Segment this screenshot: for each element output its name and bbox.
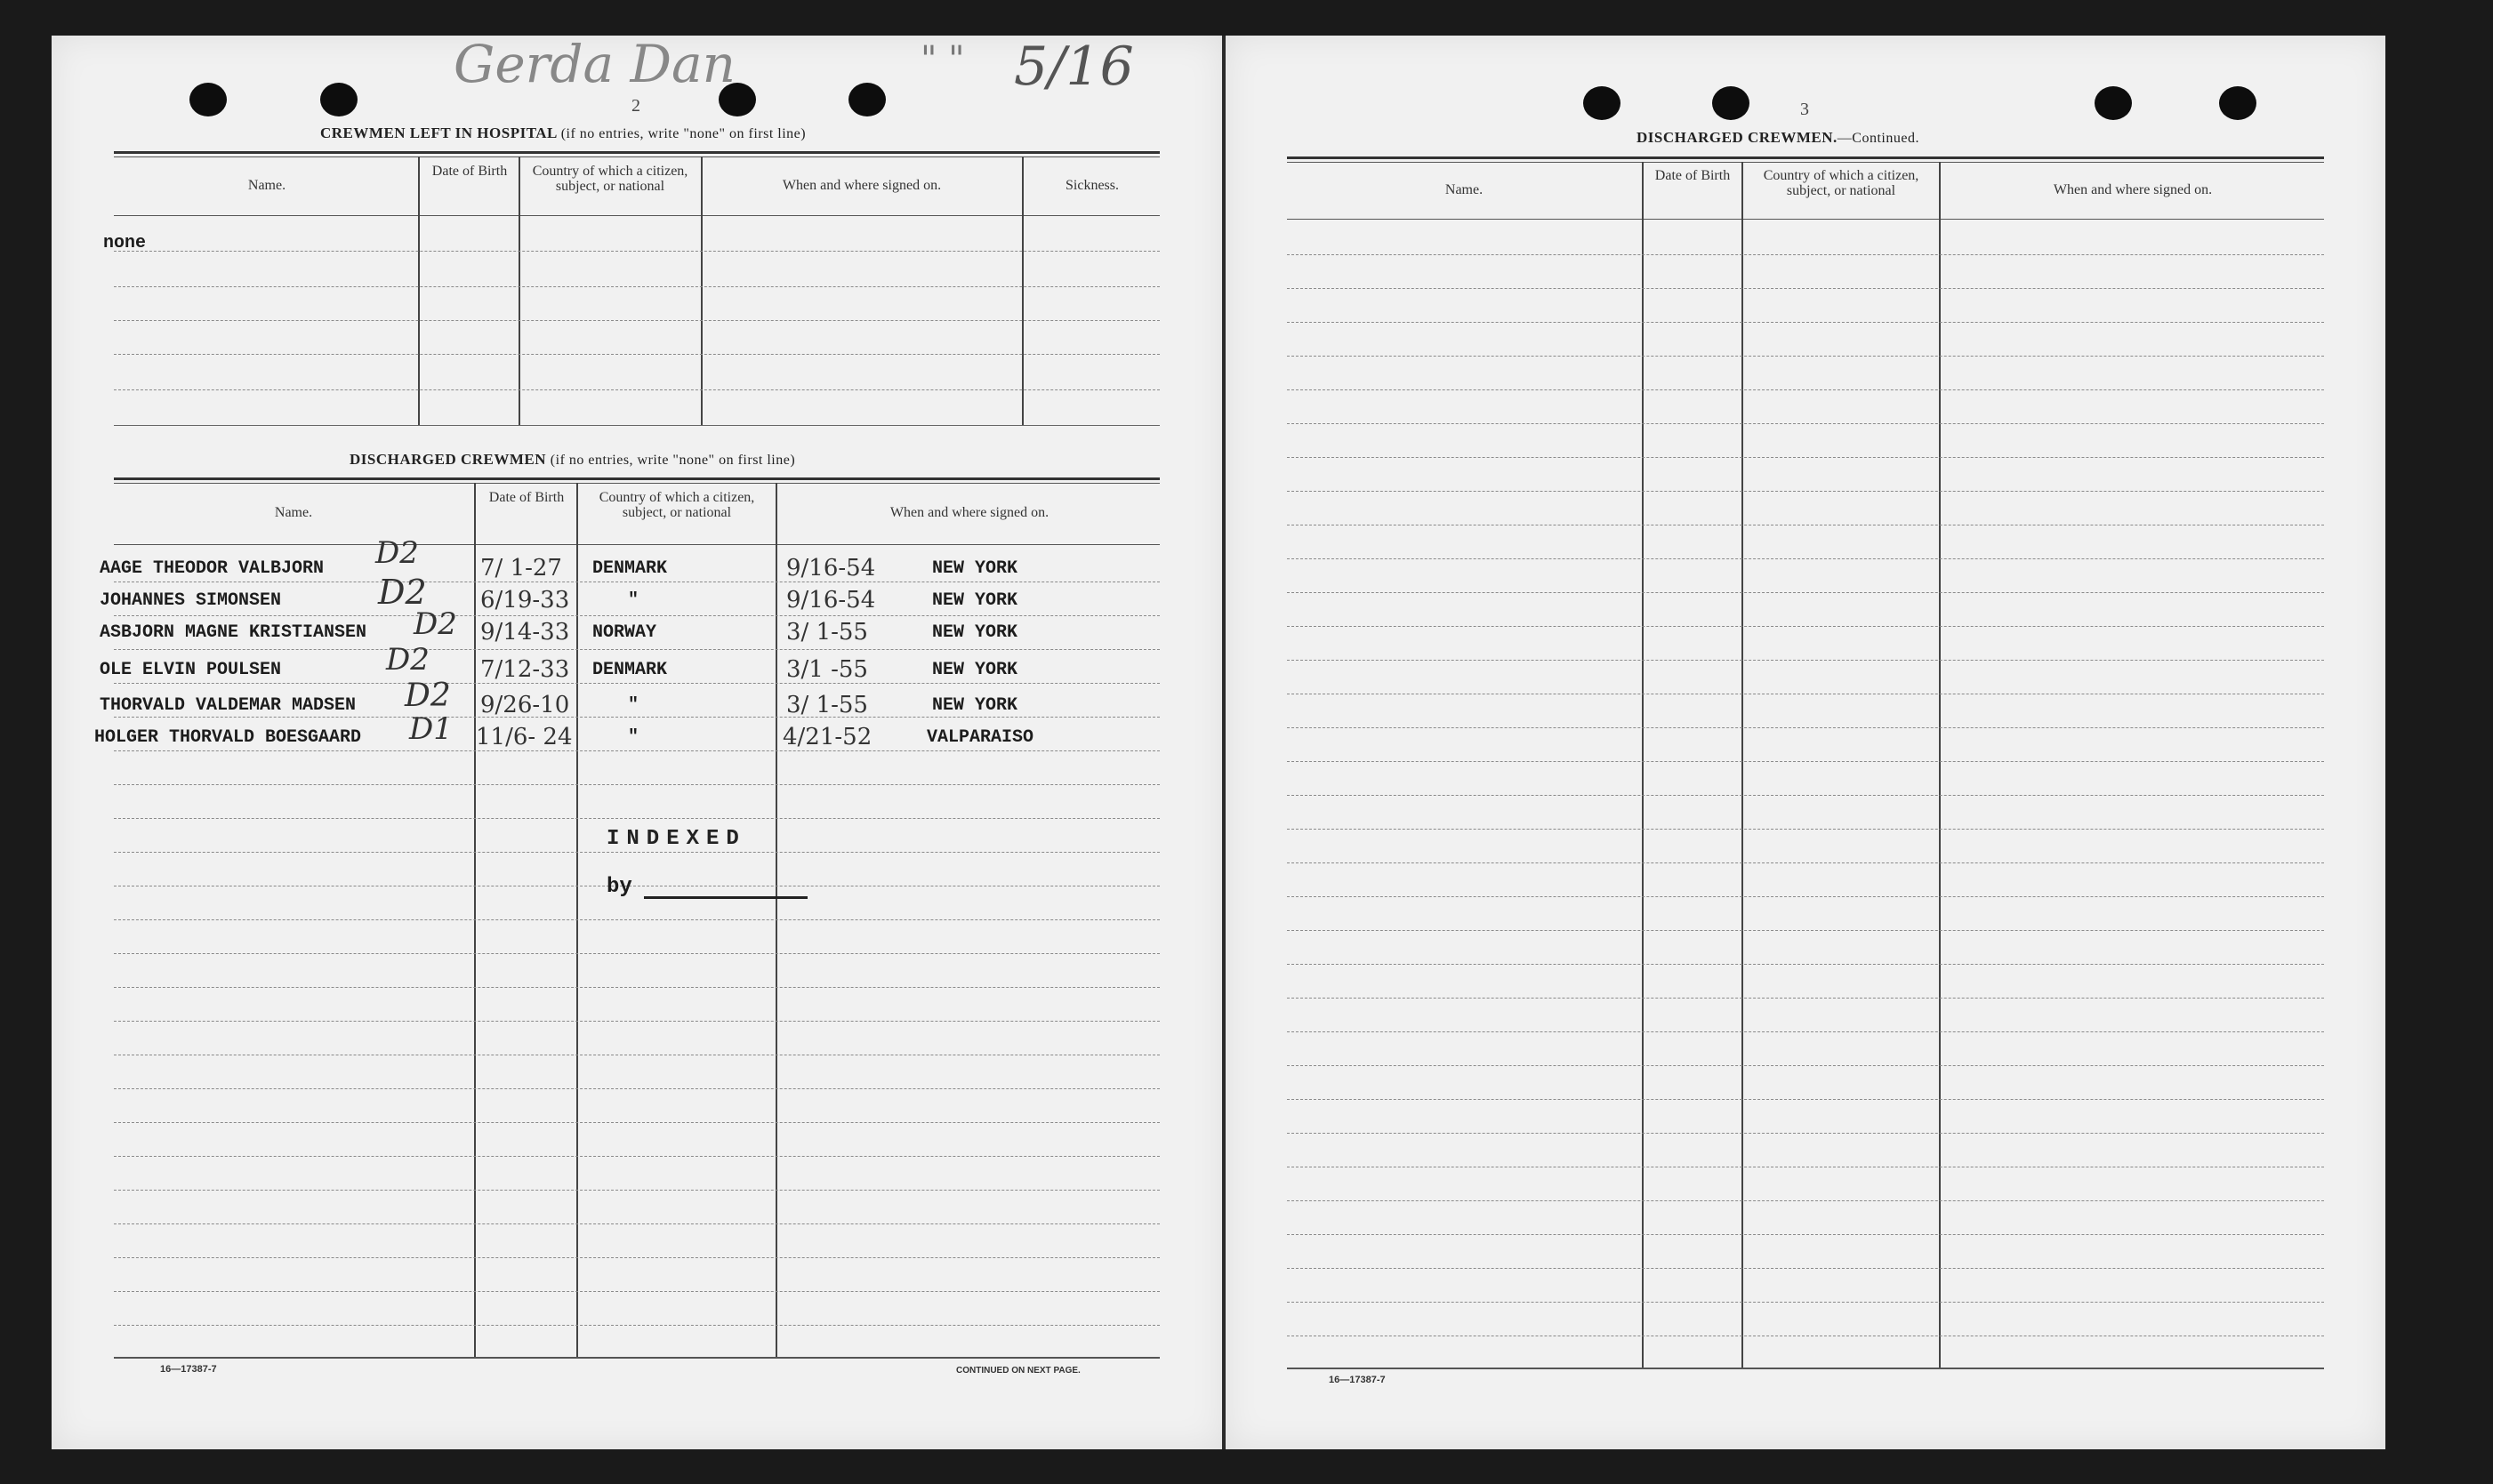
- column-header-name: Name.: [274, 505, 313, 520]
- crew-dob: 9/26-10: [480, 692, 570, 718]
- form-number: 16—17387-7: [160, 1364, 217, 1375]
- crew-name: THORVALD VALDEMAR MADSEN: [100, 695, 357, 716]
- punch-hole: [1712, 86, 1749, 120]
- column-header-signed-on: When and where signed on.: [782, 178, 942, 193]
- punch-hole: [1583, 86, 1620, 120]
- crew-country: DENMARK: [592, 558, 668, 579]
- crew-name: HOLGER THORVALD BOESGAARD: [94, 727, 362, 748]
- indexed-by-label: by: [607, 875, 632, 899]
- handwritten-ref: 5/16: [1014, 36, 1134, 98]
- crew-name: OLE ELVIN POULSEN: [100, 660, 282, 680]
- column-header-dob: Date of Birth: [488, 490, 565, 505]
- crew-dob: 7/ 1-27: [480, 555, 562, 582]
- rule: [1287, 162, 2324, 163]
- crew-name: ASBJORN MAGNE KRISTIANSEN: [100, 622, 367, 643]
- handwritten-vessel-name: Gerda Dan: [454, 34, 736, 94]
- crew-country: NORWAY: [592, 622, 657, 643]
- crew-signed-place: NEW YORK: [932, 622, 1018, 643]
- punch-hole: [189, 83, 227, 116]
- indexed-signature-line: [644, 896, 808, 899]
- column-header-country: Country of which a citizen, subject, or national: [599, 490, 755, 520]
- rule: [1287, 156, 2324, 159]
- rule: [114, 483, 1160, 484]
- column-header-dob: Date of Birth: [1654, 168, 1731, 183]
- handwritten-code: D2: [414, 606, 457, 642]
- right-ruled-lines: [1287, 219, 2324, 1371]
- column-header-dob: Date of Birth: [431, 164, 508, 179]
- crew-name: JOHANNES SIMONSEN: [100, 590, 282, 611]
- crew-dob: 6/19-33: [480, 587, 570, 614]
- crew-signed-place: NEW YORK: [932, 558, 1018, 579]
- hospital-section-title: CREWMEN LEFT IN HOSPITAL (if no entries, write "none" on first line): [320, 124, 807, 141]
- crew-country: ": [628, 590, 639, 611]
- crew-name: AAGE THEODOR VALBJORN: [100, 558, 325, 579]
- crew-signed-date: 4/21-52: [783, 724, 873, 750]
- column-header-name: Name.: [1444, 182, 1484, 197]
- crew-signed-date: 9/16-54: [786, 587, 876, 614]
- rule: [114, 156, 1160, 157]
- page-number-left: 2: [631, 96, 640, 116]
- punch-hole: [2095, 86, 2132, 120]
- crew-signed-place: NEW YORK: [932, 590, 1018, 611]
- crew-signed-date: 3/ 1-55: [786, 692, 868, 718]
- column-header-country: Country of which a citizen, subject, or national: [1763, 168, 1919, 198]
- indexed-stamp: INDEXED: [607, 827, 746, 851]
- page-number-right: 3: [1800, 100, 1809, 119]
- handwritten-code: D1: [409, 711, 453, 747]
- handwritten-code: D2: [375, 535, 419, 571]
- continued-note: CONTINUED ON NEXT PAGE.: [956, 1366, 1081, 1376]
- punch-hole: [848, 83, 886, 116]
- crew-signed-date: 9/16-54: [786, 555, 876, 582]
- crew-signed-date: 3/1 -55: [786, 656, 868, 683]
- handwritten-code: D2: [378, 573, 427, 612]
- crew-signed-date: 3/ 1-55: [786, 619, 868, 646]
- crew-dob: 7/12-33: [480, 656, 570, 683]
- crew-signed-place: NEW YORK: [932, 695, 1018, 716]
- crew-country: ": [628, 727, 639, 748]
- handwritten-ditto: " ": [921, 39, 965, 80]
- crew-country: DENMARK: [592, 660, 668, 680]
- column-header-signed-on: When and where signed on.: [2053, 182, 2213, 197]
- punch-hole: [320, 83, 358, 116]
- column-header-signed-on: When and where signed on.: [889, 505, 1049, 520]
- crew-dob: 9/14-33: [480, 619, 570, 646]
- hospital-none-entry: none: [103, 233, 147, 253]
- column-header-name: Name.: [247, 178, 286, 193]
- form-number: 16—17387-7: [1329, 1375, 1386, 1385]
- crew-signed-place: VALPARAISO: [927, 727, 1034, 748]
- discharged-continued-title: DISCHARGED CREWMEN.—Continued.: [1637, 129, 1919, 146]
- column-header-sickness: Sickness.: [1066, 178, 1119, 193]
- discharged-section-title: DISCHARGED CREWMEN (if no entries, write "none" on first line): [350, 451, 796, 468]
- crew-signed-place: NEW YORK: [932, 660, 1018, 680]
- handwritten-code: D2: [405, 678, 451, 714]
- crew-country: ": [628, 695, 639, 716]
- rule: [114, 477, 1160, 480]
- column-header-country: Country of which a citizen, subject, or national: [532, 164, 688, 194]
- rule: [114, 151, 1160, 154]
- punch-hole: [2219, 86, 2256, 120]
- hospital-ruled-lines: [114, 215, 1160, 429]
- crew-dob: 11/6- 24: [476, 724, 573, 750]
- handwritten-code: D2: [386, 642, 430, 678]
